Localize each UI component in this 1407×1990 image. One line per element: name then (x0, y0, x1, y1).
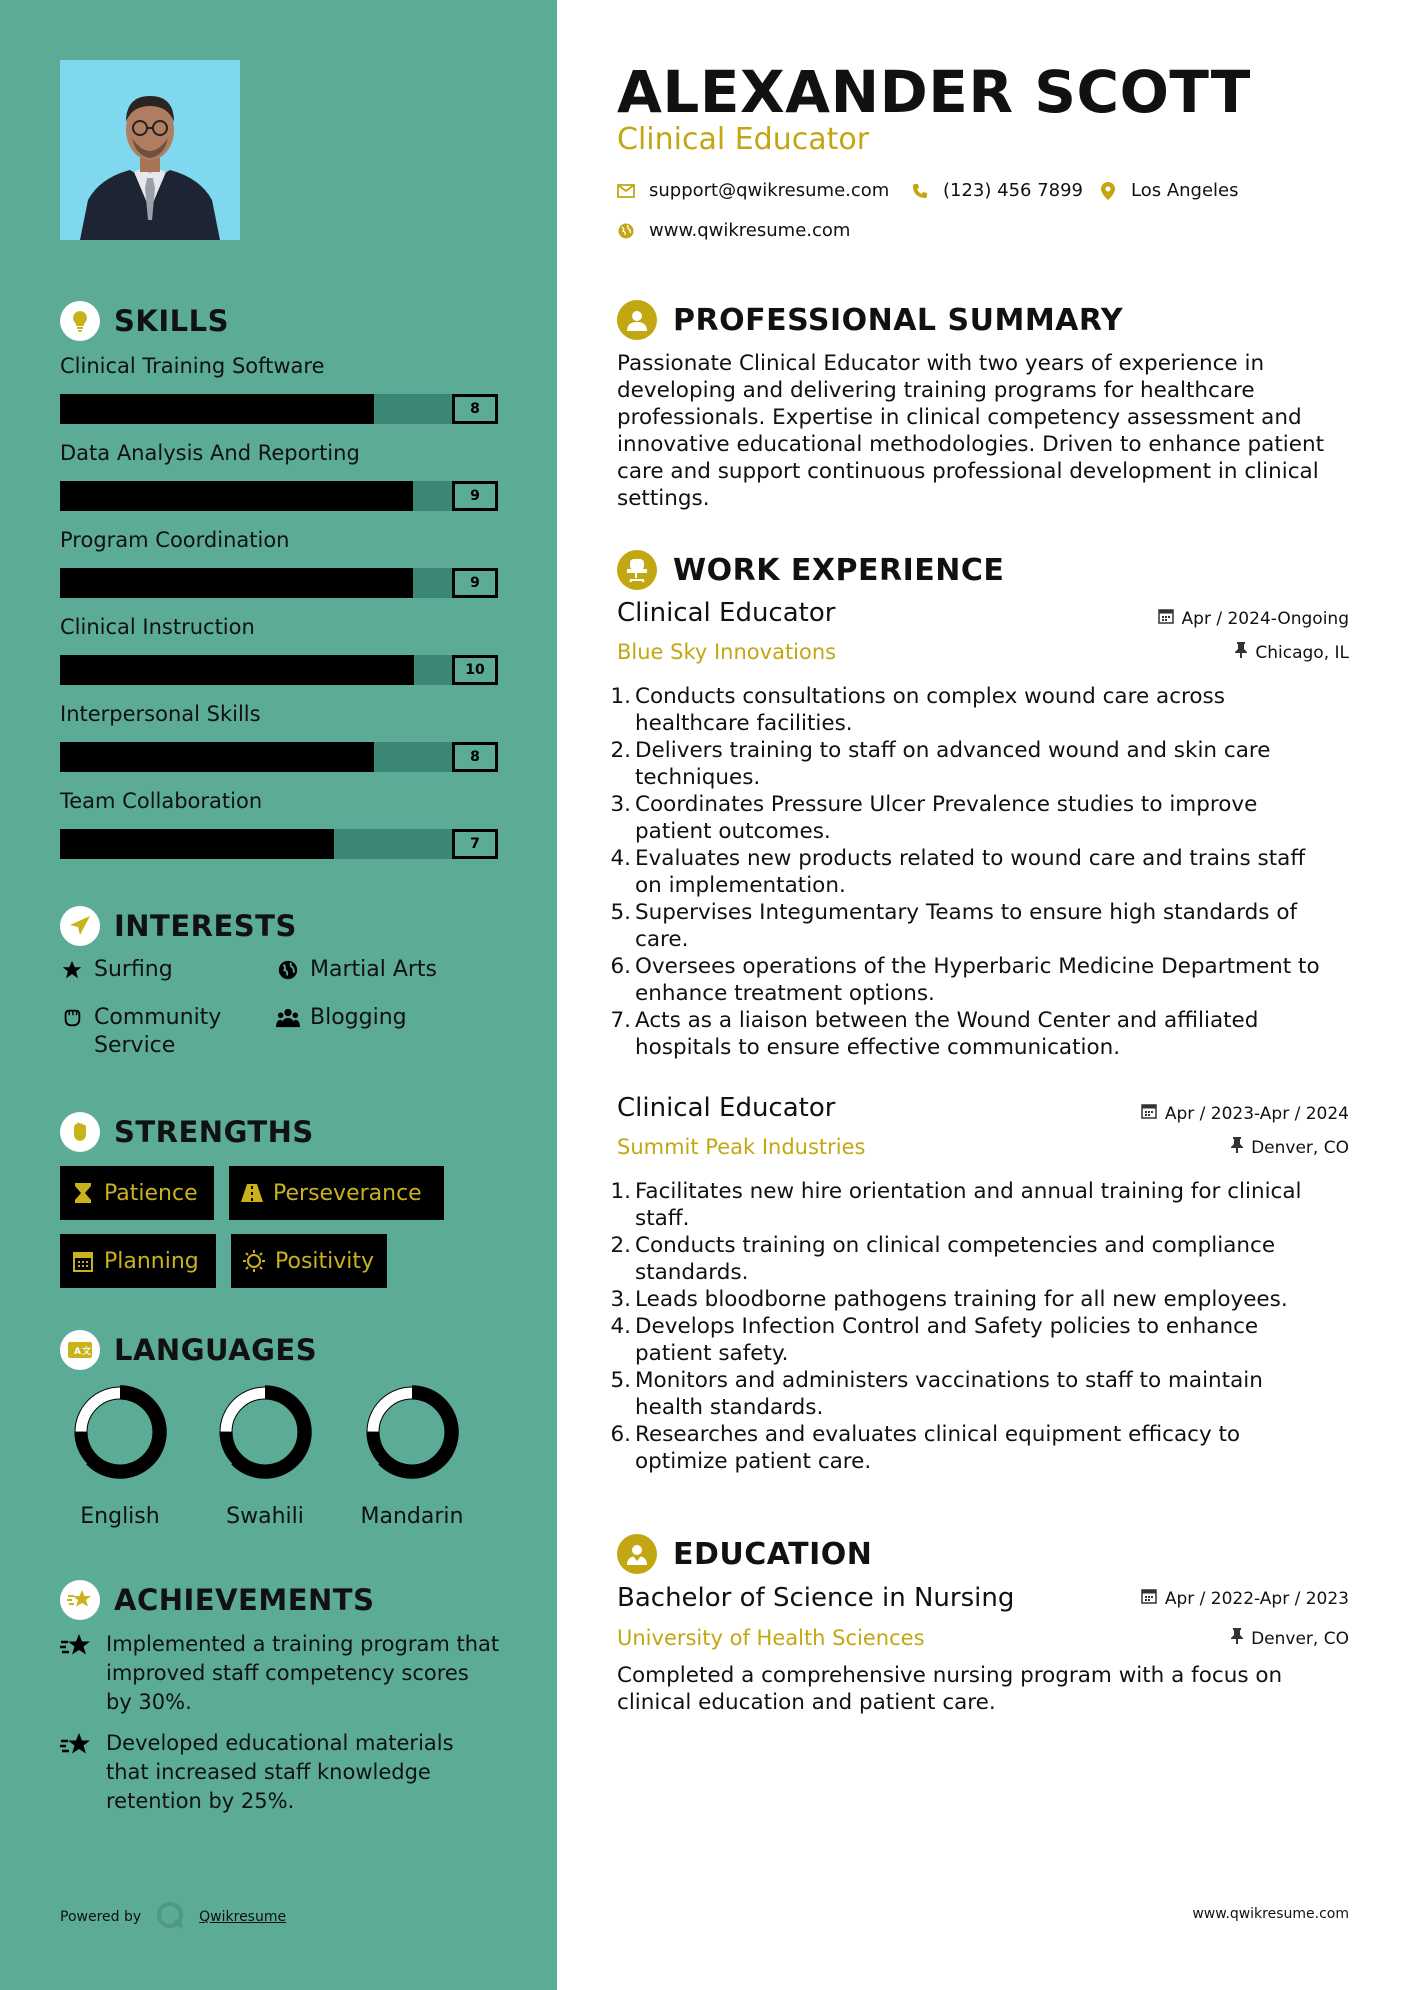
education-date (1141, 1588, 1349, 1609)
job-bullet-line: techniques. (635, 765, 761, 790)
skill-label: Clinical Training Software (60, 354, 325, 378)
skill-level-badge: 9 (452, 568, 498, 598)
calendar-icon (1141, 1588, 1157, 1609)
skill-level-badge: 8 (452, 742, 498, 772)
job-bullet-line: healthcare facilities. (635, 711, 853, 736)
skill-bar (60, 742, 498, 772)
job-bullet-line: Coordinates Pressure Ulcer Prevalence studies to improve (635, 792, 1258, 817)
job-bullet: 1. Facilitates new hire orientation and annual training for clinical staff. (610, 1179, 1302, 1231)
interest-label: Martial Arts (310, 957, 438, 982)
pushpin-icon (1235, 642, 1247, 663)
job-bullet: 4. Evaluates new products related to wound care and trains staff on implementation. (610, 846, 1306, 898)
strength-badge (229, 1166, 444, 1220)
calendar-icon (72, 1250, 94, 1272)
achievement-text: Implemented a training program that improved staff competency scores by 30%. (106, 1632, 500, 1714)
job-bullet: 4. Develops Infection Control and Safety policies to enhance patient safety. (610, 1314, 1259, 1366)
job-bullet-line: Oversees operations of the Hyperbaric Medicine Department to (635, 954, 1320, 979)
road-icon (241, 1182, 263, 1204)
skill-item (60, 700, 498, 765)
achievements-title: ACHIEVEMENTS (114, 1583, 375, 1617)
star-badge-icon (60, 1632, 92, 1662)
skill-bar (60, 568, 498, 598)
contact-website (617, 220, 850, 241)
language-label: English (80, 1504, 160, 1529)
education-description: Completed a comprehensive nursing program with a focus on clinical education and patient care. (617, 1663, 1283, 1715)
experience-header (617, 550, 1004, 590)
achievements-header (60, 1580, 374, 1620)
qwikresume-link[interactable]: Qwikresume (199, 1909, 287, 1925)
job-bullet-line: Acts as a liaison between the Wound Center and affiliated (635, 1008, 1259, 1033)
skill-item (60, 787, 498, 852)
footer-website: www.qwikresume.com (1192, 1906, 1349, 1922)
contact-phone (911, 180, 1083, 201)
experience-title: WORK EXPERIENCE (673, 552, 1005, 588)
job-bullet: 3. Coordinates Pressure Ulcer Prevalence studies to improve patient outcomes. (610, 792, 1258, 844)
languages-header (60, 1330, 317, 1370)
achievement-text: Developed educational materials that increased staff knowledge retention by 25%. (106, 1731, 454, 1813)
contact-location (1099, 180, 1239, 201)
job-bullets (609, 1178, 1369, 1475)
briefcase-chair-icon (617, 550, 657, 590)
interests-header (60, 906, 297, 946)
map-pin-icon (1099, 182, 1117, 200)
powered-label: Powered by (60, 1909, 142, 1925)
job-bullet-line: Evaluates new products related to wound care and trains staff (635, 846, 1306, 871)
job-bullet-line: Monitors and administers vaccinations to staff to maintain (635, 1368, 1263, 1393)
job-bullet-line: patient safety. (635, 1341, 789, 1366)
education-header (617, 1534, 872, 1574)
strength-badge (60, 1166, 214, 1220)
fist-icon (60, 1112, 100, 1152)
summary-header (617, 300, 1123, 340)
language-ring (217, 1384, 313, 1480)
job-date-text: Apr / 2023-Apr / 2024 (1164, 1103, 1349, 1124)
job-location (1231, 1137, 1349, 1158)
skill-label: Program Coordination (60, 528, 290, 552)
candidate-name: ALEXANDER SCOTT (617, 58, 1251, 126)
job-bullet-line: Leads bloodborne pathogens training for all new employees. (635, 1287, 1288, 1312)
job-bullet-line: Conducts consultations on complex wound care across (635, 684, 1225, 709)
job-bullet-line: staff. (635, 1206, 690, 1231)
education-location (1231, 1628, 1349, 1649)
job-bullet-line: standards. (635, 1260, 749, 1285)
job-location-text: Denver, CO (1251, 1137, 1349, 1158)
job-bullet-line: Researches and evaluates clinical equipment efficacy to (635, 1422, 1241, 1447)
language-item (195, 1384, 335, 1529)
job-location (1235, 642, 1349, 663)
languages-title: LANGUAGES (114, 1333, 318, 1367)
job-bullet: 6. Researches and evaluates clinical equipment efficacy to optimize patient care. (610, 1422, 1241, 1474)
users-icon (276, 1004, 300, 1032)
svg-text:文: 文 (82, 1347, 92, 1357)
skill-item (60, 439, 498, 504)
pushpin-icon (1231, 1628, 1243, 1649)
job-bullet-line: patient outcomes. (635, 819, 831, 844)
interest-item (276, 1004, 407, 1032)
star-badge-icon (60, 1731, 92, 1761)
website-text: www.qwikresume.com (649, 220, 851, 241)
job-bullet: 6. Oversees operations of the Hyperbaric Medicine Department to enhance treatment options. (610, 954, 1320, 1006)
hand-icon (60, 1004, 84, 1032)
skill-bar-fill (60, 655, 414, 685)
globe-icon (276, 956, 300, 984)
sidebar (0, 0, 557, 1990)
interest-item (60, 1004, 234, 1060)
job-bullet: 1. Conducts consultations on complex wound care across healthcare facilities. (610, 684, 1225, 736)
skill-level-badge: 9 (452, 481, 498, 511)
job-bullet-line: hospitals to ensure effective communication. (635, 1035, 1121, 1060)
skill-level-badge: 7 (452, 829, 498, 859)
main-content (557, 0, 1407, 1990)
job-title: Clinical Educator (617, 1093, 836, 1123)
powered-by (60, 1900, 286, 1934)
svg-text:A: A (74, 1347, 81, 1357)
job-bullet-line: Delivers training to staff on advanced wound and skin care (635, 738, 1271, 763)
job-date-text: Apr / 2024-Ongoing (1181, 608, 1349, 629)
job-bullet-line: care. (635, 927, 689, 952)
skill-bar (60, 481, 498, 511)
skill-item (60, 526, 498, 591)
interest-label: Community Service (94, 1005, 222, 1058)
skill-label: Data Analysis And Reporting (60, 441, 360, 465)
skill-level-badge: 8 (452, 394, 498, 424)
pushpin-icon (1231, 1137, 1243, 1158)
phone-text: (123) 456 7899 (943, 180, 1084, 201)
strength-badge (60, 1234, 216, 1288)
strengths-header (60, 1112, 314, 1152)
interest-item (60, 956, 173, 984)
user-icon (617, 300, 657, 340)
job-bullet: 3. Leads bloodborne pathogens training for all new employees. (610, 1287, 1288, 1312)
interests-title: INTERESTS (114, 909, 297, 943)
star-badge-icon (60, 1580, 100, 1620)
calendar-icon (1141, 1103, 1157, 1124)
skill-label: Clinical Instruction (60, 615, 255, 639)
language-label: Swahili (226, 1504, 304, 1529)
job-company: Blue Sky Innovations (617, 640, 837, 664)
job-bullet: 5. Monitors and administers vaccinations to staff to maintain health standards. (610, 1368, 1263, 1420)
skill-item (60, 352, 498, 417)
interest-label: Surfing (94, 957, 173, 982)
job-location-text: Chicago, IL (1255, 642, 1349, 663)
skill-bar-fill (60, 742, 374, 772)
envelope-icon (617, 182, 635, 200)
email-text: support@qwikresume.com (649, 180, 890, 201)
profile-photo (60, 60, 240, 240)
job-bullet: 2. Conducts training on clinical competencies and compliance standards. (610, 1233, 1276, 1285)
job-bullet: 5. Supervises Integumentary Teams to ensure high standards of care. (610, 900, 1298, 952)
strength-label: Positivity (275, 1248, 375, 1274)
education-title: EDUCATION (673, 1536, 873, 1572)
skill-bar (60, 829, 498, 859)
paper-plane-icon (60, 906, 100, 946)
job-bullets (609, 683, 1369, 1061)
language-item (342, 1384, 482, 1529)
skill-label: Interpersonal Skills (60, 702, 261, 726)
job-bullet-line: health standards. (635, 1395, 824, 1420)
job-bullet: 2. Delivers training to staff on advanced wound and skin care techniques. (610, 738, 1271, 790)
calendar-icon (1158, 608, 1174, 629)
job-date (1141, 1103, 1349, 1124)
language-ring (72, 1384, 168, 1480)
language-ring (364, 1384, 460, 1480)
skill-label: Team Collaboration (60, 789, 263, 813)
location-text: Los Angeles (1131, 180, 1239, 201)
skill-bar-fill (60, 394, 374, 424)
job-bullet-line: Supervises Integumentary Teams to ensure high standards of (635, 900, 1298, 925)
education-location-text: Denver, CO (1251, 1628, 1349, 1649)
phone-icon (911, 182, 929, 200)
skill-bar (60, 655, 498, 685)
language-item (50, 1384, 190, 1529)
job-bullet-line: optimize patient care. (635, 1449, 872, 1474)
lightbulb-icon (60, 301, 100, 341)
interest-label: Blogging (310, 1005, 407, 1030)
strengths-title: STRENGTHS (114, 1115, 314, 1149)
skill-level-badge: 10 (452, 655, 498, 685)
sun-icon (243, 1250, 265, 1272)
strength-label: Planning (104, 1248, 199, 1274)
graduate-icon (617, 1534, 657, 1574)
language-icon (60, 1330, 100, 1370)
strength-label: Patience (104, 1180, 198, 1206)
skill-bar (60, 394, 498, 424)
job-bullet-line: Conducts training on clinical competencies and compliance (635, 1233, 1276, 1258)
skills-header (60, 301, 229, 341)
globe-icon (617, 222, 635, 240)
qwikresume-logo-icon (155, 1900, 185, 1934)
skills-title: SKILLS (114, 304, 229, 338)
contact-email (617, 180, 889, 201)
strength-label: Perseverance (273, 1180, 422, 1206)
job-date (1158, 608, 1349, 629)
education-degree: Bachelor of Science in Nursing (617, 1583, 1015, 1613)
achievement-item (60, 1630, 500, 1717)
job-company: Summit Peak Industries (617, 1135, 866, 1159)
skill-item (60, 613, 498, 678)
job-bullet-line: Facilitates new hire orientation and annual training for clinical (635, 1179, 1302, 1204)
job-bullet-line: on implementation. (635, 873, 846, 898)
skill-bar-fill (60, 568, 413, 598)
candidate-role: Clinical Educator (617, 122, 870, 157)
job-bullet-line: enhance treatment options. (635, 981, 935, 1006)
language-label: Mandarin (360, 1504, 464, 1529)
summary-text: Passionate Clinical Educator with two years of experience in developing and delivering training programs for healthcare professionals. Expertise in clinical competency assessment and innovative educational methodologies. Driven to enhance patient care and support continuous professional development in clinical settings. (617, 351, 1325, 511)
education-school: University of Health Sciences (617, 1626, 925, 1650)
job-bullet: 7. Acts as a liaison between the Wound Center and affiliated hospitals to ensure effective communication. (610, 1008, 1259, 1060)
star-icon (60, 956, 84, 984)
achievement-item (60, 1729, 500, 1816)
education-date-text: Apr / 2022-Apr / 2023 (1164, 1588, 1349, 1609)
interest-item (276, 956, 437, 984)
job-bullet-line: Develops Infection Control and Safety policies to enhance (635, 1314, 1259, 1339)
hourglass-icon (72, 1182, 94, 1204)
skill-bar-fill (60, 829, 334, 859)
strength-badge (231, 1234, 387, 1288)
summary-title: PROFESSIONAL SUMMARY (673, 302, 1124, 338)
skill-bar-fill (60, 481, 413, 511)
job-title: Clinical Educator (617, 598, 836, 628)
